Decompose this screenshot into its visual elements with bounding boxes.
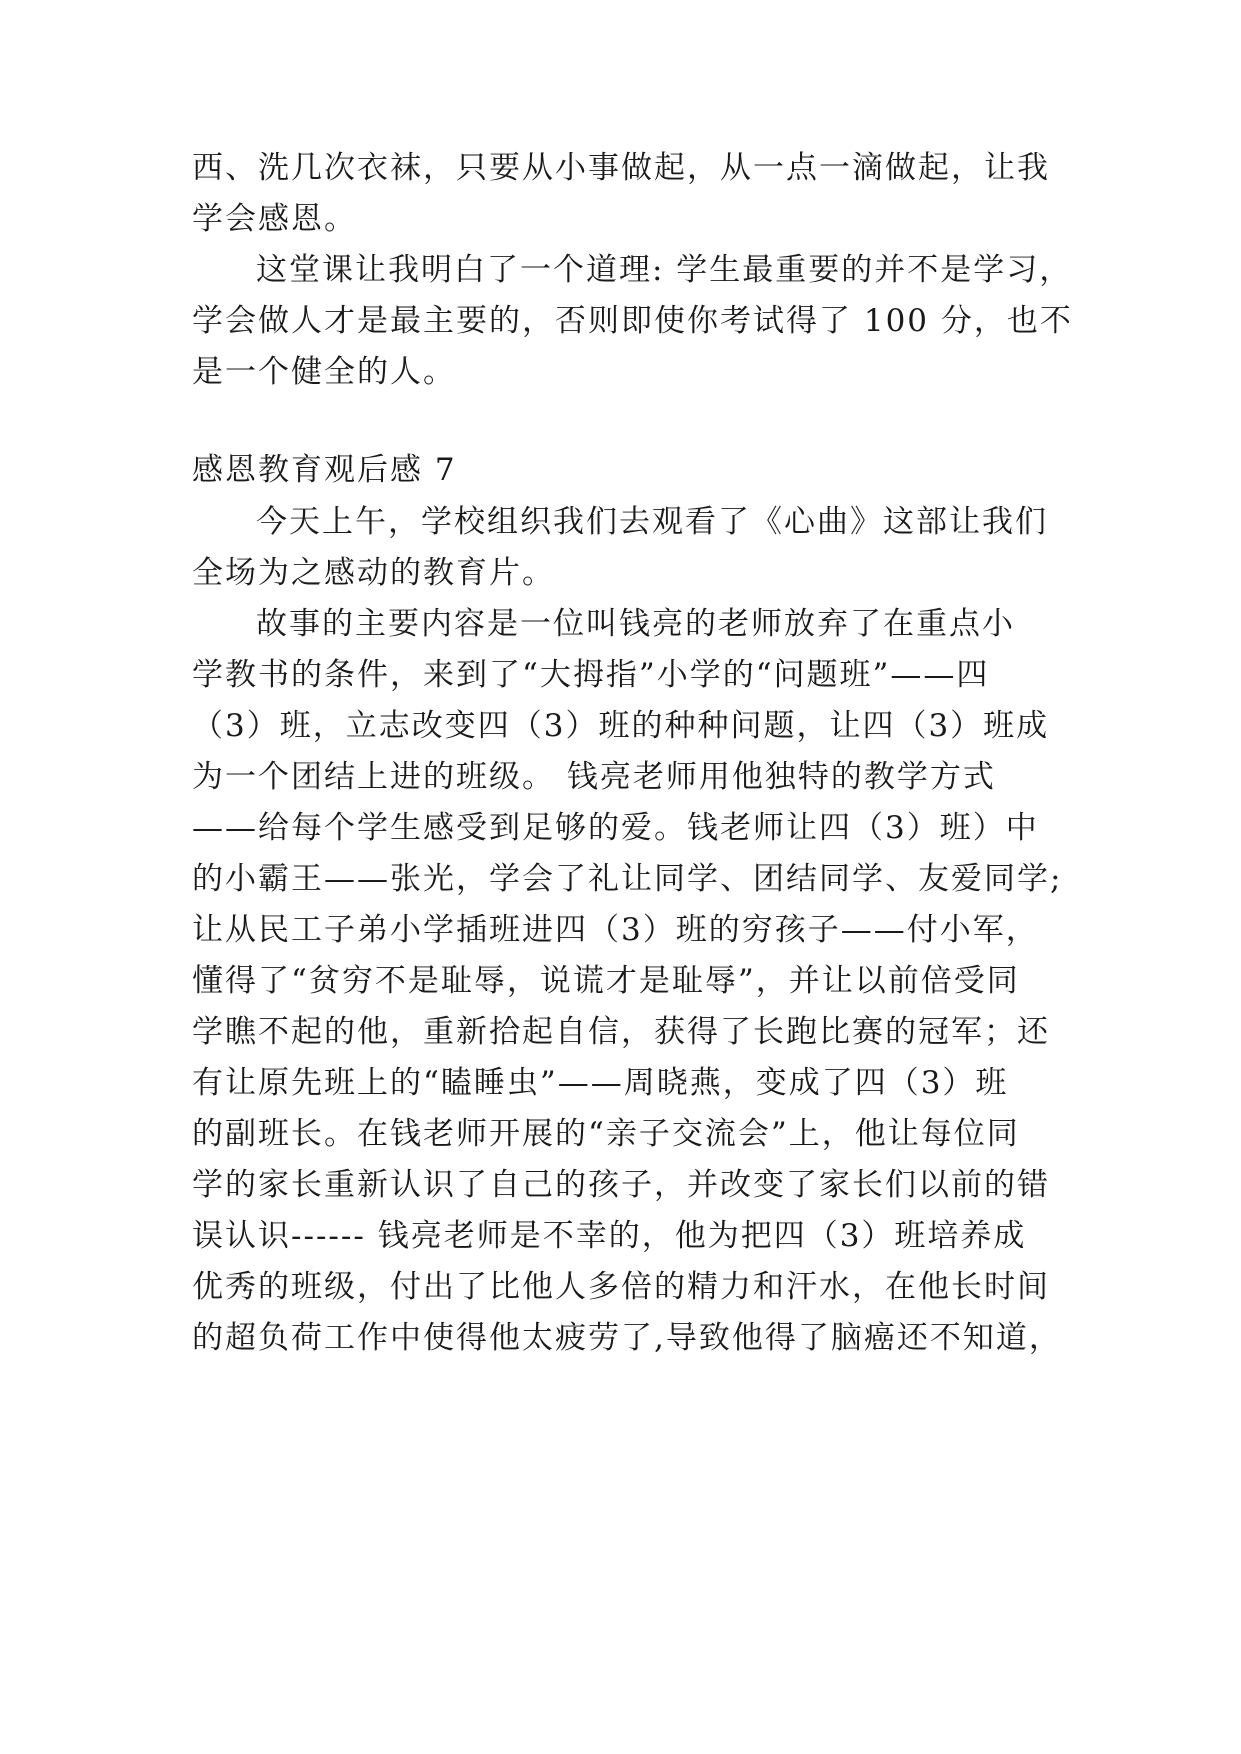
- paragraph-line: 的副班长。在钱老师开展的“亲子交流会”上，他让每位同: [192, 1116, 1020, 1152]
- paragraph-line: 学教书的条件，来到了“大拇指”小学的“问题班”——四: [192, 657, 990, 693]
- paragraph-line: 学瞧不起的他，重新拾起自信，获得了长跑比赛的冠军；还: [192, 1014, 1050, 1050]
- paragraph-line: 的超负荷工作中使得他太疲劳了,导致他得了脑癌还不知道，: [192, 1320, 1062, 1356]
- paragraph-line: 让从民工子弟小学插班进四（3）班的穷孩子——付小军，: [192, 912, 1039, 948]
- paragraph-line: 为一个团结上进的班级。 钱亮老师用他独特的教学方式: [192, 759, 996, 795]
- paragraph-line: 是一个健全的人。: [192, 354, 456, 390]
- paragraph-line: 懂得了“贫穷不是耻辱，说谎才是耻辱”，并让以前倍受同: [192, 963, 1020, 999]
- paragraph-line: 学会做人才是最主要的，否则即使你考试得了 100 分，也不: [192, 303, 1073, 339]
- paragraph-line: 全场为之感动的教育片。: [192, 555, 555, 591]
- paragraph-line: 误认识------ 钱亮老师是不幸的，他为把四（3）班培养成: [192, 1218, 1027, 1254]
- paragraph-line: 的小霸王——张光，学会了礼让同学、团结同学、友爱同学;: [192, 861, 1063, 897]
- paragraph-line: 学的家长重新认识了自己的孩子，并改变了家长们以前的错: [192, 1167, 1050, 1203]
- paragraph-line: ——给每个学生感受到足够的爱。钱老师让四（3）班）中: [192, 810, 1039, 846]
- paragraph-line: （3）班，立志改变四（3）班的种种问题，让四（3）班成: [192, 708, 1050, 744]
- paragraph-line: 有让原先班上的“瞌睡虫”——周晓燕，变成了四（3）班: [192, 1065, 1009, 1101]
- section-title: 感恩教育观后感 7: [192, 452, 457, 488]
- paragraph-line: 西、洗几次衣袜，只要从小事做起，从一点一滴做起，让我: [192, 150, 1050, 186]
- paragraph-line: 学会感恩。: [192, 201, 357, 237]
- paragraph-line: 这堂课让我明白了一个道理: 学生最重要的并不是学习，: [256, 252, 1073, 288]
- paragraph-line: 故事的主要内容是一位叫钱亮的老师放弃了在重点小: [256, 606, 1015, 642]
- paragraph-line: 今天上午，学校组织我们去观看了《心曲》这部让我们: [256, 504, 1048, 540]
- paragraph-line: 优秀的班级，付出了比他人多倍的精力和汗水，在他长时间: [192, 1269, 1050, 1305]
